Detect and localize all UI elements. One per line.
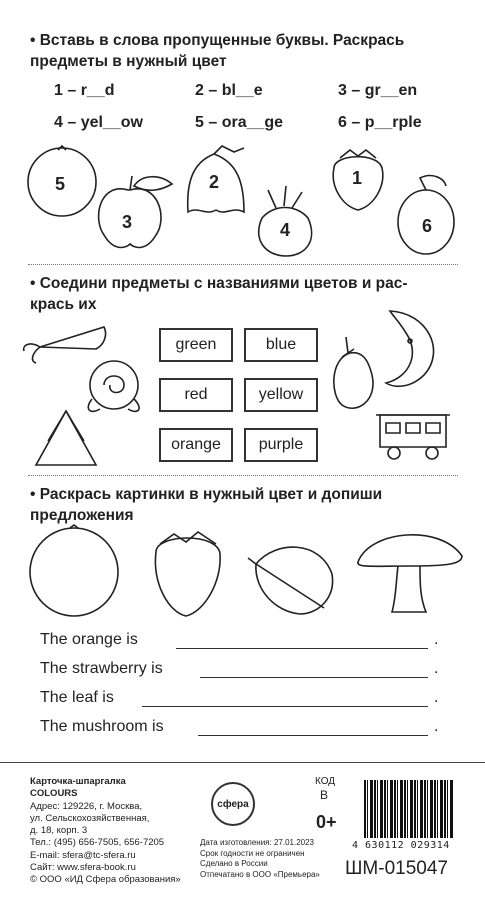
task3-instruction-line2: предложения [30, 507, 134, 524]
color-box-blue[interactable]: blue [244, 328, 318, 362]
task1-pictures [0, 140, 485, 260]
address-line: ул. Сельскохозяйственная, [30, 812, 150, 824]
plum-icon [398, 176, 454, 254]
barcode-number: 4 630112 029314 [352, 840, 450, 851]
leaf-icon [248, 547, 333, 614]
answer-line-leaf[interactable] [142, 706, 428, 707]
mushroom-icon [358, 535, 462, 612]
color-box-green[interactable]: green [159, 328, 233, 362]
divider [28, 475, 458, 476]
word-orange: 5 – ora__ge [195, 114, 284, 131]
color-box-yellow[interactable]: yellow [244, 378, 318, 412]
sentence-orange: The orange is [40, 631, 138, 648]
carrot-icon [24, 327, 106, 363]
task3-pictures [0, 522, 485, 622]
task2-instruction-line1: • Соедини предметы с названиями цветов и рас- [30, 273, 408, 294]
rose-icon [88, 361, 139, 411]
sentence-period: . [434, 718, 439, 735]
word-purple: 6 – p__rple [338, 114, 422, 131]
task1-instruction-line1: • Вставь в слова пропущенные буквы. Раскрась [30, 30, 404, 51]
sentence-period: . [434, 689, 439, 706]
picture-number: 4 [280, 220, 291, 240]
eggplant-icon [334, 337, 373, 408]
logo-text: сфера [217, 798, 249, 810]
picture-number: 3 [122, 212, 133, 232]
color-box-orange[interactable]: orange [159, 428, 233, 462]
picture-number: 2 [209, 172, 220, 192]
card-title: Карточка-шпаргалка [30, 776, 126, 787]
word-blue: 2 – bl__e [195, 82, 263, 99]
sentence-mushroom: The mushroom is [40, 718, 164, 735]
code-value: В [320, 788, 329, 802]
divider [28, 264, 458, 265]
picture-number: 1 [352, 168, 363, 188]
production-date: Дата изготовления: 27.01.2023 [200, 838, 314, 847]
word-red: 1 – r__d [54, 82, 115, 99]
sentence-period: . [434, 631, 439, 648]
task2-pictures [0, 305, 485, 475]
word-yellow: 4 – yel__ow [54, 114, 143, 131]
task1-instruction-line2: предметы в нужный цвет [30, 53, 227, 70]
shelf-life: Срок годности не ограничен [200, 848, 305, 858]
train-wagon-icon [376, 415, 450, 459]
footer-divider [0, 762, 485, 763]
email: E-mail: sfera@tc-sfera.ru [30, 849, 136, 861]
answer-line-strawberry[interactable] [200, 677, 428, 678]
copyright: © ООО «ИД Сфера образования» [30, 874, 181, 886]
address-line: д. 18, корп. 3 [30, 825, 88, 837]
picture-number: 6 [422, 216, 433, 236]
barcode [364, 780, 454, 838]
sentence-leaf: The leaf is [40, 689, 114, 706]
publisher-info [30, 776, 210, 887]
apple-icon [99, 176, 172, 247]
printed-by: Отпечатано в ООО «Премьера» [200, 869, 320, 879]
moon-icon [386, 311, 434, 386]
card-subtitle: COLOURS [30, 788, 78, 800]
production-info [200, 838, 350, 880]
phone: Тел.: (495) 656-7505, 656-7205 [30, 837, 165, 849]
website: Сайт: www.sfera-book.ru [30, 862, 136, 874]
code-label: КОД [315, 776, 336, 787]
strawberry-icon [155, 532, 220, 616]
sku: ШМ-015047 [345, 858, 448, 879]
fir-tree-icon [36, 411, 96, 465]
word-green: 3 – gr__en [338, 82, 418, 99]
address-line: Адрес: 129226, г. Москва, [30, 800, 143, 812]
sfera-logo [211, 782, 255, 826]
task2-instruction-line2: крась их [30, 296, 97, 313]
task3-instruction-line1: • Раскрась картинки в нужный цвет и допиши [30, 484, 382, 505]
orange-icon [30, 525, 118, 616]
made-in: Сделано в России [200, 859, 268, 868]
answer-line-mushroom[interactable] [198, 735, 428, 736]
sentence-period: . [434, 660, 439, 677]
picture-number: 5 [55, 174, 66, 194]
color-box-purple[interactable]: purple [244, 428, 318, 462]
answer-line-orange[interactable] [176, 648, 428, 649]
sentence-strawberry: The strawberry is [40, 660, 163, 677]
color-box-red[interactable]: red [159, 378, 233, 412]
age-rating: 0+ [316, 812, 337, 832]
